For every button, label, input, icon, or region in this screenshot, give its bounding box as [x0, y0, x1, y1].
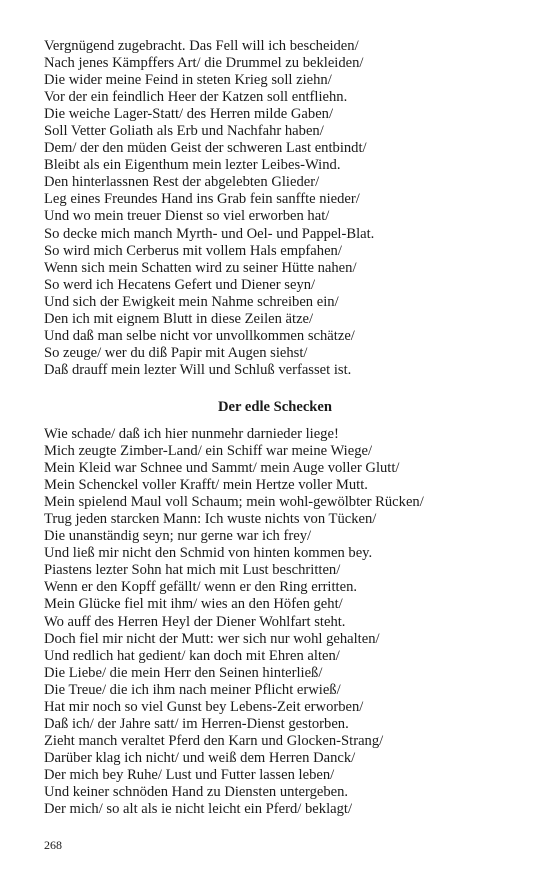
verse-line: Daß ich/ der Jahre satt/ im Herren-Dienst gestorben.	[44, 715, 349, 732]
verse-line: Trug jeden starcken Mann: Ich wuste nichts von Tücken/	[44, 511, 377, 528]
verse-line: Bleibt als ein Eigenthum mein lezter Leibes-Wind.	[44, 157, 341, 174]
verse-line: So werd ich Hecatens Gefert und Diener seyn/	[44, 276, 316, 293]
verse-line: Und keiner schnöden Hand zu Diensten untergeben.	[44, 783, 349, 800]
verse-line: Und redlich hat gedient/ kan doch mit Ehren alten/	[44, 647, 340, 664]
verse-line: Soll Vetter Goliath als Erb und Nachfahr haben/	[44, 123, 324, 140]
verse-line: Die unanständig seyn; nur gerne war ich frey/	[44, 528, 312, 545]
verse-line: Daß drauff mein lezter Will und Schluß verfasset ist.	[44, 361, 352, 378]
verse-line: Vor der ein feindlich Heer der Katzen soll entfliehn.	[44, 89, 348, 106]
poem-title: Der edle Schecken	[217, 399, 333, 415]
verse-line: Und sich der Ewigkeit mein Nahme schreiben ein/	[44, 293, 339, 310]
verse-line: Zieht manch veraltet Pferd den Karn und Glocken-Strang/	[44, 732, 384, 749]
verse-line: Die weiche Lager-Statt/ des Herren milde Gaben/	[44, 106, 334, 123]
poem-body	[44, 426, 514, 818]
verse-line: Leg eines Freundes Hand ins Grab fein sanffte nieder/	[44, 191, 360, 208]
verse-line: Den ich mit eignem Blutt in diese Zeilen ätze/	[44, 310, 314, 327]
verse-line: Nach jenes Kämpffers Art/ die Drummel zu bekleiden/	[44, 55, 364, 72]
verse-line: Wenn er den Kopff gefällt/ wenn er den Ring erritten.	[44, 579, 358, 596]
verse-line: Darüber klag ich nicht/ und weiß dem Herren Danck/	[44, 749, 356, 766]
verse-line: Den hinterlassnen Rest der abgelebten Glieder/	[44, 174, 320, 191]
page-number: 268	[44, 838, 62, 852]
verse-line: Dem/ der den müden Geist der schweren Last entbindt/	[44, 140, 367, 157]
verse-line: Wenn sich mein Schatten wird zu seiner Hütte nahen/	[44, 259, 357, 276]
verse-line: Mein Glücke fiel mit ihm/ wies an den Höfen geht/	[44, 596, 343, 613]
verse-line: Die wider meine Feind in steten Krieg soll ziehn/	[44, 72, 332, 89]
verse-line: Und daß man selbe nicht vor unvollkommen schätze/	[44, 327, 355, 344]
verse-line: Vergnügend zugebracht. Das Fell will ich bescheiden/	[44, 38, 359, 54]
verse-line: So decke mich manch Myrth- und Oel- und Pappel-Blat.	[44, 225, 375, 242]
verse-line: Mein Schenckel voller Krafft/ mein Hertze voller Mutt.	[44, 477, 368, 494]
verse-line: Mich zeugte Zimber-Land/ ein Schiff war meine Wiege/	[44, 443, 373, 460]
verse-line: Wie schade/ daß ich hier nunmehr darnieder liege!	[44, 426, 339, 442]
verse-line: Der mich/ so alt als ie nicht leicht ein Pferd/ beklagt/	[44, 801, 353, 818]
verse-line: Und ließ mir nicht den Schmid von hinten kommen bey.	[44, 545, 373, 562]
verse-line: Hat mir noch so viel Gunst bey Lebens-Zeit erworben/	[44, 698, 364, 715]
verse-line: Der mich bey Ruhe/ Lust und Futter lassen leben/	[44, 766, 335, 783]
verse-line: Mein spielend Maul voll Schaum; mein wohl-gewölbter Rücken/	[44, 494, 424, 511]
verse-line: Doch fiel mir nicht der Mutt: wer sich nur wohl gehalten/	[44, 630, 380, 647]
verse-line: Die Liebe/ die mein Herr den Seinen hinterließ/	[44, 664, 323, 681]
verse-line: Piastens lezter Sohn hat mich mit Lust beschritten/	[44, 562, 341, 579]
verse-line: Mein Kleid war Schnee und Sammt/ mein Auge voller Glutt/	[44, 460, 400, 477]
verse-line: Und wo mein treuer Dienst so viel erworben hat/	[44, 208, 330, 225]
verse-line: So wird mich Cerberus mit vollem Hals empfahen/	[44, 242, 342, 259]
verse-line: So zeuge/ wer du diß Papir mit Augen siehst/	[44, 344, 308, 361]
verse-line: Wo auff des Herren Heyl der Diener Wohlfart steht.	[44, 613, 346, 630]
verse-line: Die Treue/ die ich ihm nach meiner Pflicht erwieß/	[44, 681, 341, 698]
poem-continuation	[44, 38, 514, 379]
